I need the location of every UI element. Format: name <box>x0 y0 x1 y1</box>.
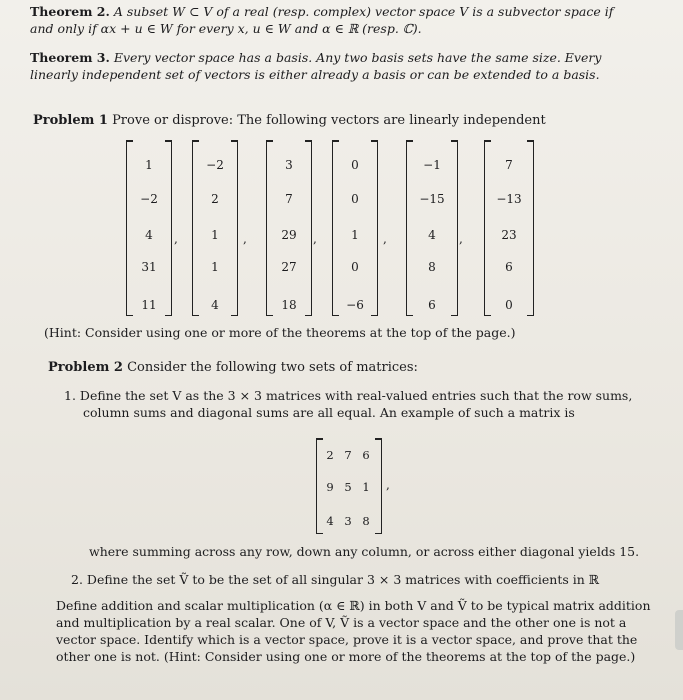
item-1-number: 1. <box>64 388 76 403</box>
problem-2-item-1 <box>64 387 654 421</box>
vector-entry: 0 <box>351 192 359 206</box>
vector-entry: 3 <box>285 158 293 172</box>
vector-entry: 4 <box>428 228 436 242</box>
vector-entry: 6 <box>428 298 436 312</box>
item-2-number: 2. <box>71 572 83 587</box>
matrix-comma: , <box>386 478 390 492</box>
matrix-cell: 9 <box>326 480 334 494</box>
item-1-line-1: Define the set V as the 3 × 3 matrices with real-valued entries such that the row sums, <box>79 388 633 403</box>
vector-entry: 31 <box>141 260 157 274</box>
vector-entry: 7 <box>285 192 293 206</box>
vector-entry: 0 <box>351 260 359 274</box>
vector-entry: 1 <box>211 260 219 274</box>
vector-comma: , <box>313 232 317 246</box>
matrix-cell: 8 <box>362 514 370 528</box>
vector-entry: 1 <box>211 228 219 242</box>
vector-entry: 1 <box>351 228 359 242</box>
page-edge-shadow <box>675 610 683 650</box>
problem-1-heading <box>33 112 546 129</box>
item-2-line-1: Define the set Ṽ to be the set of all singular 3 × 3 matrices with coefficients in ℝ <box>86 572 600 587</box>
vector-entry: 4 <box>145 228 153 242</box>
vector-entry: −2 <box>206 158 224 172</box>
vector-entry: −2 <box>140 192 158 206</box>
matrix-cell: 2 <box>326 448 334 462</box>
item-1-after: where summing across any row, down any column, or across either diagonal yields 15. <box>89 544 640 559</box>
problem-1-hint: (Hint: Consider using one or more of the theorems at the top of the page.) <box>44 325 516 340</box>
column-vector <box>126 140 172 316</box>
problem-1-label: Problem 1 <box>33 113 108 128</box>
theorem-2-line-2: and only if αx + u ∈ W for every x, u ∈ W and α ∈ ℝ (resp. ℂ). <box>30 21 422 36</box>
magic-square-matrix <box>316 438 382 534</box>
item-1-line-2: column sums and diagonal sums are all equal. An example of such a matrix is <box>83 405 575 420</box>
matrix-cell: 4 <box>326 514 334 528</box>
vector-entry: −13 <box>496 192 522 206</box>
vector-entry: 29 <box>281 228 297 242</box>
problem-2-text: Consider the following two sets of matrices: <box>127 360 418 375</box>
vector-entry: −1 <box>423 158 441 172</box>
vector-entry: 4 <box>211 298 219 312</box>
vector-comma: , <box>459 232 463 246</box>
column-vector <box>332 140 378 316</box>
theorem-2 <box>30 3 630 37</box>
vector-comma: , <box>174 232 178 246</box>
vector-entry: 0 <box>351 158 359 172</box>
column-vector <box>192 140 238 316</box>
theorem-2-label: Theorem 2. <box>30 4 110 19</box>
theorem-3-line-2: linearly independent set of vectors is either already a basis or can be extended to a basis. <box>30 67 600 82</box>
matrix-cell: 1 <box>362 480 370 494</box>
matrix-cell: 7 <box>344 448 352 462</box>
problem-2-item-2 <box>71 571 599 588</box>
closing-paragraph <box>56 597 656 665</box>
vector-entry: 23 <box>501 228 517 242</box>
matrix-cell: 5 <box>344 480 352 494</box>
vector-entry: 7 <box>505 158 513 172</box>
closing-line: other one is not. (Hint: Consider using one or more of the theorems at the top of the page.) <box>56 649 636 664</box>
problem-2-heading <box>48 359 418 376</box>
matrix-cell: 6 <box>362 448 370 462</box>
vector-entry: 6 <box>505 260 513 274</box>
vector-comma: , <box>243 232 247 246</box>
vector-entry: −15 <box>419 192 445 206</box>
theorem-3 <box>30 49 630 83</box>
column-vector <box>266 140 312 316</box>
column-vector <box>484 140 534 316</box>
vector-entry: −6 <box>346 298 364 312</box>
closing-line: vector space. Identify which is a vector space, prove it is a vector space, and prove that the <box>56 632 638 647</box>
closing-line: Define addition and scalar multiplication (α ∈ ℝ) in both V and Ṽ to be typical matrix addition <box>56 598 651 613</box>
theorem-2-line-1: A subset W ⊂ V of a real (resp. complex) vector space V is a subvector space if <box>113 4 614 19</box>
theorem-3-label: Theorem 3. <box>30 50 110 65</box>
theorem-3-line-1: Every vector space has a basis. Any two basis sets have the same size. Every <box>113 50 602 65</box>
column-vector <box>406 140 458 316</box>
vector-entry: 18 <box>281 298 297 312</box>
vector-comma: , <box>383 232 387 246</box>
vector-entry: 0 <box>505 298 513 312</box>
matrix-cell: 3 <box>344 514 352 528</box>
vector-entry: 8 <box>428 260 436 274</box>
vector-entry: 1 <box>145 158 153 172</box>
vector-entry: 11 <box>141 298 157 312</box>
problem-2-label: Problem 2 <box>48 360 123 375</box>
closing-line: and multiplication by a real scalar. One of V, Ṽ is a vector space and the other one is not a <box>56 615 627 630</box>
vector-entry: 27 <box>281 260 297 274</box>
vector-entry: 2 <box>211 192 219 206</box>
problem-1-text: Prove or disprove: The following vectors are linearly independent <box>112 113 546 128</box>
